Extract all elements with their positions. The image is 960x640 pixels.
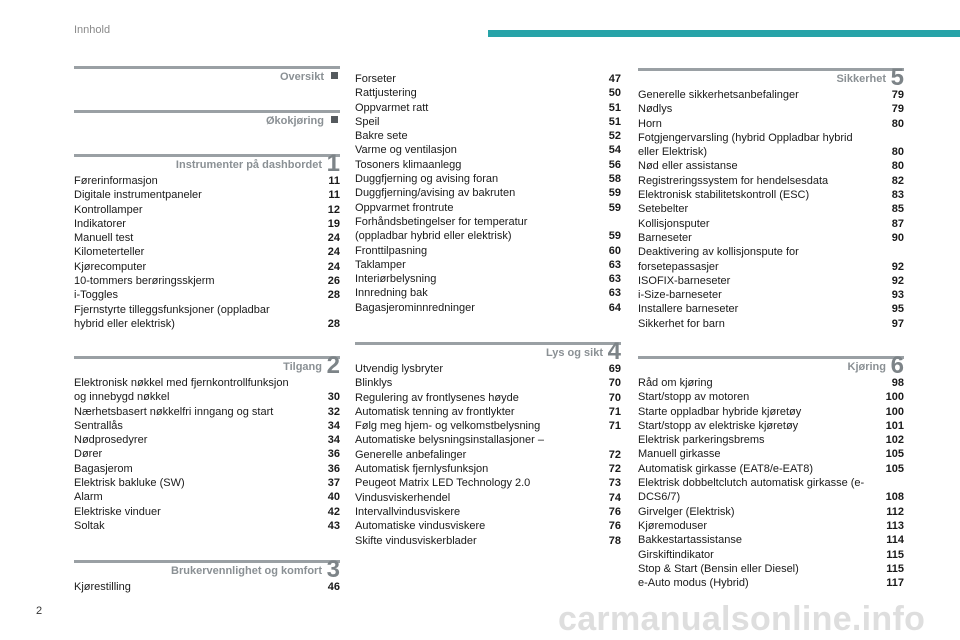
- toc-entry[interactable]: [638, 405, 904, 419]
- toc-entry[interactable]: [638, 317, 904, 331]
- toc-entry-label: Bakre sete: [355, 130, 408, 143]
- toc-entry-label: Tosoners klimaanlegg: [355, 158, 462, 171]
- toc-entry-label: Alarm: [74, 491, 103, 504]
- toc-entry-page: 108: [885, 491, 904, 504]
- toc-entry-label: Nærhetsbasert nøkkelfri inngang og start: [74, 405, 274, 418]
- toc-entry-page: 93: [891, 289, 904, 302]
- toc-entry-label: ISOFIX-barneseter: [638, 274, 731, 287]
- toc-entry[interactable]: [355, 129, 621, 143]
- toc-entry-page: 100: [885, 405, 904, 418]
- toc-entry-page: 54: [608, 144, 621, 157]
- toc-entry-label: Kjørestilling: [74, 581, 131, 593]
- toc-entry-page: 11: [328, 189, 340, 202]
- toc-entry-page: 46: [327, 581, 340, 593]
- toc-entry-page: 82: [891, 174, 904, 187]
- toc-entry-label: Taklamper: [355, 258, 406, 271]
- toc-entry-page: 40: [327, 491, 340, 504]
- toc-entry-label: i-Toggles: [74, 289, 119, 302]
- toc-entry-label: Fotgjengervarsling (hybrid Oppladbar hybrid eller Elektrisk): [638, 131, 853, 159]
- toc-entry[interactable]: [74, 376, 340, 405]
- toc-entry-page: 70: [608, 377, 621, 390]
- toc-entry[interactable]: [355, 101, 621, 115]
- toc-entry-label: Elektronisk nøkkel med fjernkontrollfunksjon og innebygd nøkkel: [74, 377, 289, 404]
- toc-entry-page: 63: [608, 258, 621, 271]
- toc-entry-label: Digitale instrumentpaneler: [74, 189, 202, 202]
- toc-entry[interactable]: [74, 405, 340, 419]
- section-title[interactable]: Lys og sikt: [545, 347, 603, 359]
- toc-entry-label: Soltak: [74, 519, 105, 532]
- section-rule: [74, 356, 340, 359]
- toc-entry-page: 76: [608, 520, 621, 533]
- toc-entry[interactable]: [355, 115, 621, 129]
- section-title[interactable]: Sikkerhet: [836, 73, 886, 85]
- watermark: carmanualsonline.info: [558, 600, 926, 638]
- section-1: [74, 150, 340, 331]
- toc-entry-label: Kollisjonsputer: [638, 217, 710, 230]
- toc-entry-label: Nødprosedyrer: [74, 434, 148, 447]
- toc-entry-label: Duggfjerning/avising av bakruten: [355, 187, 516, 200]
- toc-entry-page: 43: [327, 519, 340, 532]
- toc-entry[interactable]: [355, 172, 621, 186]
- toc-entry[interactable]: [355, 301, 621, 315]
- toc-entry-label: Installere barneseter: [638, 303, 739, 316]
- toc-entry[interactable]: [638, 188, 904, 202]
- toc-entry-label: Råd om kjøring: [638, 377, 713, 389]
- toc-entry-page: 58: [608, 173, 621, 186]
- toc-entry[interactable]: [638, 447, 904, 461]
- toc-entry[interactable]: [638, 245, 904, 274]
- toc-entry-label: Intervallvindusviskere: [355, 505, 461, 518]
- toc-entry-page: 80: [891, 117, 904, 130]
- toc-entry-label: Bakkestartassistanse: [638, 534, 742, 547]
- section-number: 1: [326, 150, 340, 177]
- toc-entry-label: Registreringssystem for hendelsesdata: [638, 174, 829, 187]
- toc-entry[interactable]: [355, 462, 621, 476]
- toc-entry[interactable]: [355, 491, 621, 505]
- toc-entries: [74, 174, 340, 331]
- toc-entry-page: 24: [327, 246, 340, 259]
- section-rule: [74, 110, 340, 113]
- section-okokjoring[interactable]: [74, 110, 340, 130]
- toc-entry[interactable]: [638, 519, 904, 533]
- section-title[interactable]: Økokjøring: [265, 115, 324, 127]
- toc-entry-page: 24: [327, 260, 340, 273]
- toc-entry[interactable]: [74, 490, 340, 504]
- section-6: [638, 352, 904, 590]
- toc-entry-page: 70: [608, 391, 621, 404]
- toc-entry-page: 72: [608, 463, 621, 476]
- toc-entry[interactable]: [74, 203, 340, 217]
- toc-entry-page: 105: [885, 448, 904, 461]
- toc-entry-label: Utvendig lysbryter: [355, 363, 444, 375]
- toc-entry-label: e-Auto modus (Hybrid): [638, 577, 749, 590]
- section-oversikt[interactable]: [74, 66, 340, 86]
- section-title[interactable]: Kjøring: [847, 361, 886, 373]
- toc-entry-page: 19: [327, 217, 340, 230]
- toc-entry[interactable]: [355, 534, 621, 548]
- toc-entry-label: Fjernstyrte tilleggsfunksjoner (oppladbar hybrid eller elektrisk): [74, 303, 270, 330]
- toc-entry-label: Skifte vindusviskerblader: [355, 534, 477, 547]
- toc-entry[interactable]: [74, 419, 340, 433]
- toc-entry[interactable]: [638, 548, 904, 562]
- toc-entry-label: Fronttilpasning: [355, 244, 428, 257]
- toc-entry-label: Elektrisk bakluke (SW): [74, 477, 185, 490]
- toc-entry-page: 95: [891, 303, 904, 316]
- toc-entry-label: Elektrisk dobbeltclutch automatisk girkasse (e-DCS6/7): [638, 477, 865, 504]
- toc-entry[interactable]: [638, 274, 904, 288]
- square-bullet-icon: [331, 72, 338, 79]
- toc-entry-label: i-Size-barneseter: [638, 289, 722, 302]
- header-accent-bar: [488, 30, 960, 37]
- toc-entry[interactable]: [355, 72, 621, 86]
- toc-entry-page: 51: [608, 115, 621, 128]
- toc-entry[interactable]: [74, 174, 340, 188]
- toc-entry-page: 80: [891, 146, 904, 159]
- square-bullet-icon: [331, 116, 338, 123]
- toc-entry[interactable]: [638, 505, 904, 519]
- toc-entry[interactable]: [74, 217, 340, 231]
- section-4: [355, 338, 621, 548]
- toc-entry[interactable]: [355, 143, 621, 157]
- toc-entry-label: Kjørecomputer: [74, 260, 147, 273]
- header-label: Innhold: [74, 24, 111, 36]
- toc-entry[interactable]: [638, 533, 904, 547]
- toc-entry[interactable]: [355, 419, 621, 433]
- toc-entry-page: 101: [885, 419, 904, 432]
- toc-entry-page: 97: [891, 317, 904, 330]
- toc-entry-label: Automatisk tenning av frontlykter: [355, 405, 515, 418]
- toc-entry[interactable]: [638, 174, 904, 188]
- toc-entry-page: 113: [886, 519, 904, 532]
- toc-entry[interactable]: [74, 433, 340, 447]
- toc-entry[interactable]: [638, 102, 904, 116]
- toc-entries: [638, 88, 904, 331]
- toc-entry[interactable]: [638, 419, 904, 433]
- toc-entry-page: 47: [608, 73, 621, 85]
- toc-entry-label: Kontrollamper: [74, 203, 143, 216]
- toc-entry[interactable]: [74, 303, 340, 332]
- toc-entry[interactable]: [74, 288, 340, 302]
- toc-entry-page: 63: [608, 287, 621, 300]
- toc-entry-label: Innredning bak: [355, 287, 428, 300]
- toc-entry-page: 24: [327, 232, 340, 245]
- toc-entry[interactable]: [74, 231, 340, 245]
- toc-entry-page: 78: [608, 534, 621, 547]
- toc-entry[interactable]: [74, 476, 340, 490]
- toc-entry-label: Vindusviskerhendel: [355, 491, 451, 504]
- toc-entry[interactable]: [355, 519, 621, 533]
- toc-entry-label: Elektrisk parkeringsbrems: [638, 434, 765, 447]
- section-rule: [638, 68, 904, 71]
- section-2: [74, 352, 340, 533]
- toc-entry[interactable]: [638, 376, 904, 390]
- toc-entry-label: Sikkerhet for barn: [638, 317, 725, 330]
- toc-entry[interactable]: [355, 258, 621, 272]
- toc-entry[interactable]: [638, 131, 904, 160]
- toc-entry[interactable]: [355, 505, 621, 519]
- toc-entry-page: 37: [327, 477, 340, 490]
- toc-entry[interactable]: [638, 433, 904, 447]
- toc-entries: [74, 376, 340, 533]
- toc-entry[interactable]: [74, 188, 340, 202]
- toc-entry-label: Manuell test: [74, 232, 134, 245]
- toc-entry-label: Bagasjerom: [74, 462, 133, 475]
- section-rule: [355, 342, 621, 345]
- toc-entry[interactable]: [638, 231, 904, 245]
- toc-entry-label: Forseter: [355, 73, 396, 85]
- toc-entry-page: 90: [891, 231, 904, 244]
- section-number: 2: [326, 352, 340, 379]
- toc-entry-page: 28: [327, 289, 340, 302]
- toc-entry[interactable]: [355, 433, 621, 462]
- toc-entry[interactable]: [355, 86, 621, 100]
- toc-entry-label: Elektriske vinduer: [74, 505, 161, 518]
- toc-entry[interactable]: [638, 302, 904, 316]
- toc-entry-label: Stop & Start (Bensin eller Diesel): [638, 562, 799, 575]
- toc-entry-label: Automatiske vindusviskere: [355, 520, 486, 533]
- section-number: 4: [607, 338, 621, 365]
- toc-entry[interactable]: [638, 390, 904, 404]
- toc-entry-page: 69: [608, 363, 621, 375]
- toc-entry-label: Barneseter: [638, 231, 692, 244]
- toc-entry[interactable]: [638, 288, 904, 302]
- toc-entry-page: 80: [891, 160, 904, 173]
- section-number: 3: [326, 556, 340, 583]
- toc-entry-page: 36: [327, 462, 340, 475]
- toc-entry[interactable]: [355, 186, 621, 200]
- toc-entry-page: 34: [327, 434, 340, 447]
- toc-entry-label: Generelle sikkerhetsanbefalinger: [638, 89, 799, 101]
- toc-entry[interactable]: [74, 462, 340, 476]
- toc-entry-label: 10-tommers berøringsskjerm: [74, 275, 215, 288]
- toc-entry-page: 64: [608, 301, 621, 314]
- toc-entry-label: Blinklys: [355, 377, 393, 390]
- toc-entry-page: 100: [885, 391, 904, 404]
- toc-entry[interactable]: [638, 562, 904, 576]
- toc-entry-page: 115: [886, 548, 904, 561]
- toc-entry[interactable]: [355, 391, 621, 405]
- toc-entry-page: 26: [327, 275, 340, 288]
- toc-entry-page: 59: [608, 201, 621, 214]
- toc-entry-label: Speil: [355, 115, 380, 128]
- toc-entry[interactable]: [355, 405, 621, 419]
- section-title[interactable]: Instrumenter på dashbordet: [175, 159, 322, 171]
- toc-entry-page: 83: [891, 189, 904, 202]
- toc-entry[interactable]: [74, 519, 340, 533]
- toc-entry-page: 115: [886, 562, 904, 575]
- toc-entry-page: 32: [327, 405, 340, 418]
- toc-entry-label: Sentrallås: [74, 419, 123, 432]
- toc-entry-page: 51: [608, 101, 621, 114]
- toc-entry[interactable]: [638, 576, 904, 590]
- toc-entry-page: 50: [608, 87, 621, 100]
- toc-entry-page: 34: [327, 419, 340, 432]
- toc-entry-page: 79: [891, 103, 904, 116]
- toc-entry-page: 85: [891, 203, 904, 216]
- toc-entry-label: Oppvarmet frontrute: [355, 201, 454, 214]
- toc-entry-page: 63: [608, 273, 621, 286]
- toc-entry[interactable]: [638, 202, 904, 216]
- toc-entry[interactable]: [638, 476, 904, 505]
- toc-entry-label: Peugeot Matrix LED Technology 2.0: [355, 477, 531, 490]
- section-3: [74, 556, 340, 594]
- toc-entry-label: Elektronisk stabilitetskontroll (ESC): [638, 189, 810, 202]
- toc-entry[interactable]: [355, 376, 621, 390]
- toc-entry-label: Automatiske belysningsinstallasjoner – Generelle anbefalinger: [355, 434, 544, 461]
- toc-entry-label: Kjøremoduser: [638, 519, 708, 532]
- section-rule: [74, 560, 340, 563]
- section-5: [638, 64, 904, 331]
- toc-entry-label: Førerinformasjon: [74, 175, 158, 187]
- toc-entry[interactable]: [355, 215, 621, 244]
- toc-entries: [355, 72, 621, 315]
- toc-entry-page: 76: [608, 505, 621, 518]
- toc-entry-page: 105: [885, 462, 904, 475]
- toc-entry-page: 60: [608, 244, 621, 257]
- toc-entry-label: Automatisk fjernlysfunksjon: [355, 463, 489, 476]
- toc-entry-page: 112: [886, 505, 904, 518]
- toc-entry-page: 56: [608, 158, 621, 171]
- toc-entry-page: 92: [891, 274, 904, 287]
- toc-entry[interactable]: [355, 201, 621, 215]
- toc-entry[interactable]: [74, 505, 340, 519]
- toc-entry-label: Rattjustering: [355, 87, 417, 100]
- toc-entry[interactable]: [638, 159, 904, 173]
- toc-entry-page: 12: [327, 203, 340, 216]
- toc-entry-label: Starte oppladbar hybride kjøretøy: [638, 405, 802, 418]
- toc-entry-label: Nød eller assistanse: [638, 160, 738, 173]
- toc-entry-label: Setebelter: [638, 203, 689, 216]
- toc-entry-label: Start/stopp av elektriske kjøretøy: [638, 419, 799, 432]
- toc-entry-page: 114: [886, 534, 904, 547]
- toc-entry-label: Kilometerteller: [74, 246, 145, 259]
- toc-entry[interactable]: [355, 476, 621, 490]
- toc-entry-label: Manuell girkasse: [638, 448, 721, 461]
- toc-entry[interactable]: [74, 260, 340, 274]
- page-number: 2: [36, 605, 43, 617]
- toc-entries: [638, 376, 904, 590]
- toc-entry-page: 71: [608, 405, 621, 418]
- toc-entry-label: Indikatorer: [74, 217, 126, 230]
- toc-entry[interactable]: [74, 245, 340, 259]
- toc-entry-page: 28: [327, 317, 340, 330]
- toc-entry-label: Dører: [74, 448, 103, 461]
- toc-entry[interactable]: [74, 447, 340, 461]
- toc-entry[interactable]: [355, 158, 621, 172]
- toc-entry[interactable]: [355, 272, 621, 286]
- toc-entry-page: 73: [608, 477, 621, 490]
- toc-entry-page: 52: [608, 130, 621, 143]
- toc-entry[interactable]: [355, 362, 621, 376]
- toc-entry-label: Deaktivering av kollisjonspute for forsetepassasjer: [638, 246, 799, 273]
- toc-entry-label: Interiørbelysning: [355, 273, 437, 286]
- toc-entry-label: Oppvarmet ratt: [355, 101, 429, 114]
- section-rule: [638, 356, 904, 359]
- toc-entry-label: Start/stopp av motoren: [638, 391, 750, 404]
- toc-entry-page: 71: [608, 420, 621, 433]
- toc-entries: [74, 580, 340, 594]
- toc-entry-page: 59: [608, 187, 621, 200]
- toc-entry[interactable]: [355, 244, 621, 258]
- toc-entry-page: 92: [891, 260, 904, 273]
- toc-entry-label: Automatisk girkasse (EAT8/e-EAT8): [638, 462, 814, 475]
- section-number: 6: [890, 352, 904, 379]
- toc-entry-label: Regulering av frontlysenes høyde: [355, 391, 519, 404]
- toc-entry-label: Girvelger (Elektrisk): [638, 505, 735, 518]
- toc-entry-page: 74: [608, 491, 621, 504]
- toc-entry-page: 72: [608, 448, 621, 461]
- toc-entry-page: 79: [891, 89, 904, 101]
- section-3-continued: [355, 72, 621, 315]
- toc-entry[interactable]: [638, 462, 904, 476]
- toc-entry-page: 36: [327, 448, 340, 461]
- toc-entry-page: 30: [327, 391, 340, 404]
- toc-entry[interactable]: [74, 580, 340, 594]
- toc-entry-page: 59: [608, 230, 621, 243]
- section-rule: [74, 154, 340, 157]
- toc-entry-page: 117: [886, 577, 904, 590]
- section-title[interactable]: Oversikt: [279, 71, 324, 83]
- toc-entry-label: Nødlys: [638, 103, 673, 116]
- section-number: 5: [890, 64, 904, 91]
- toc-entry-label: Horn: [638, 117, 662, 130]
- toc-entry-page: 42: [327, 505, 340, 518]
- toc-entry-label: Varme og ventilasjon: [355, 144, 457, 157]
- toc-entry-label: Girskiftindikator: [638, 548, 714, 561]
- toc-entry-label: Forhåndsbetingelser for temperatur (oppladbar hybrid eller elektrisk): [355, 215, 528, 243]
- toc-entries: [355, 362, 621, 548]
- toc-entry-label: Følg meg hjem- og velkomstbelysning: [355, 420, 541, 433]
- toc-entry[interactable]: [638, 217, 904, 231]
- toc-entry[interactable]: [638, 117, 904, 131]
- section-rule: [74, 66, 340, 69]
- toc-entry-page: 102: [885, 434, 904, 447]
- toc-entry[interactable]: [74, 274, 340, 288]
- toc-entry-page: 87: [891, 217, 904, 230]
- toc-entry[interactable]: [638, 88, 904, 102]
- toc-entry-label: Duggfjerning og avising foran: [355, 173, 499, 186]
- toc-entry-page: 98: [891, 377, 904, 389]
- toc-entry-label: Bagasjerominnredninger: [355, 301, 475, 314]
- toc-entry[interactable]: [355, 286, 621, 300]
- section-title[interactable]: Brukervennlighet og komfort: [171, 565, 322, 577]
- toc-entry-page: 11: [328, 175, 340, 187]
- section-title[interactable]: Tilgang: [283, 361, 322, 373]
